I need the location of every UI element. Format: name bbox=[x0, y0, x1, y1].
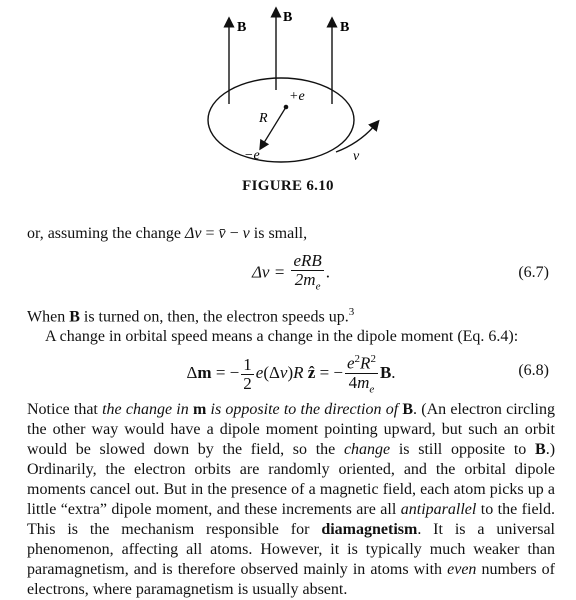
b-label-center: B bbox=[283, 10, 293, 25]
equation-6-7: Δv = $\frac{\text{eRB}}{2m_e}$ . (6.7) bbox=[27, 252, 555, 296]
figure-caption: FIGURE 6.10 bbox=[242, 178, 334, 194]
charge-neg-label: −e bbox=[244, 148, 260, 163]
equation-number-6-8: (6.8) bbox=[518, 362, 549, 379]
velocity-arrow bbox=[336, 124, 376, 152]
radius-label: R bbox=[259, 111, 268, 126]
b-label-right: B bbox=[340, 20, 350, 35]
paragraph-orbital-speed: A change in orbital speed means a change in the dipole moment (Eq. 6.4): bbox=[45, 328, 519, 346]
velocity-label: v bbox=[353, 149, 360, 164]
paragraph-speeds-up: When B is turned on, then, the electron speeds up.$^3$ A change in orbital speed means a change in the dipole moment (Eq. 6.4): bbox=[27, 302, 555, 347]
charge-pos-label: +e bbox=[289, 89, 305, 104]
equation-6-8: Δm = − $\frac{1}{2}$ e(Δv)R ẑ = − $\frac{e^2R^2}{4m_e}$ B. (6.8) bbox=[27, 350, 555, 394]
paragraph-diamagnetism: Notice that the change in m is opposite to the direction of B. (An electron circling the other way would have a dipole moment pointing upward, but such an orbit would be slowed down by the field, so the change is still opposite to B.) Ordinarily, the electron orbits are randomly oriented, and the orbital dipole moments cancel out. But in the presence of a magnetic field, each atom picks up a little “extra” dipole moment, and these increments are all antiparallel to the field. This is the mechanism responsible for diamagnetism. It is a universal phenomenon, affecting all atoms. However, it is typically much weaker than paramagnetism, and is therefore observed mainly in atoms with even numbers of electrons, where paramagnetism is usually absent. bbox=[27, 401, 556, 598]
intro-line: or, assuming the change Δv = v̄ − v is small, bbox=[27, 225, 308, 242]
orbit-ellipse bbox=[208, 78, 354, 162]
equation-number-6-7: (6.7) bbox=[518, 264, 549, 281]
footnote-marker: 3 bbox=[348, 306, 355, 318]
orbit-diagram bbox=[0, 0, 576, 200]
b-label-left: B bbox=[237, 20, 247, 35]
figure-6-10 bbox=[0, 0, 576, 200]
eq1-fraction: $\frac{\text{eRB}}{2m_e}$ bbox=[293, 251, 322, 293]
eq1-lhs: Δv = bbox=[251, 262, 286, 282]
